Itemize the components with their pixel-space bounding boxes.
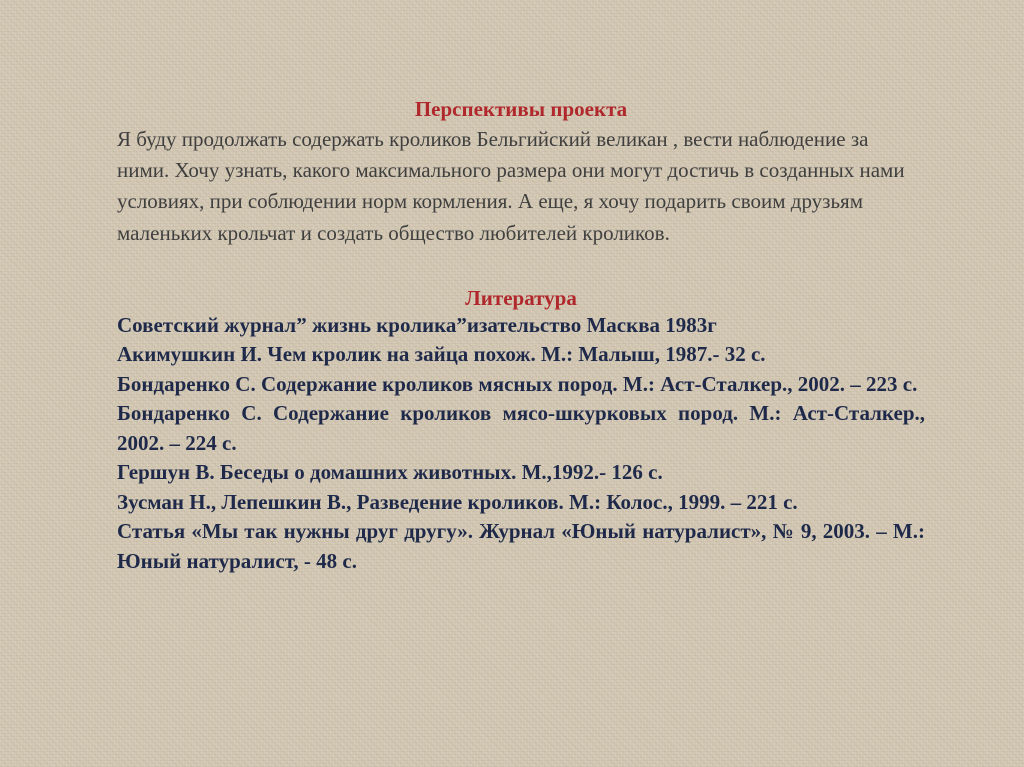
reference-item: Бондаренко С. Содержание кроликов мясных пород. М.: Аст-Сталкер., 2002. – 223 с. (117, 371, 918, 396)
perspectives-paragraph: Я буду продолжать содержать кроликов Бельгийский великан , вести наблюдение за ними. Хочу узнать, какого максимального размера они могут достичь в созданных нами условиях, при соблюдении норм кормления. А еще, я хочу подарить своим друзьям маленьких крольчат и создать общество любителей кроликов. (117, 127, 905, 245)
reference-item: Зусман Н., Лепешкин В., Разведение кроликов. М.: Колос., 1999. – 221 с. (117, 489, 798, 514)
literature-heading: Литература (465, 285, 577, 310)
reference-item: Советский журнал” жизнь кролика”изательство Масква 1983г (117, 312, 717, 337)
reference-item: Акимушкин И. Чем кролик на зайца похож. М.: Малыш, 1987.- 32 с. (117, 342, 766, 367)
reference-item: Статья «Мы так нужны друг другу». Журнал «Юный натуралист», № 9, 2003. – М.: Юный натуралист, - 48 с. (117, 519, 925, 573)
slide-content (117, 95, 925, 576)
perspectives-heading: Перспективы проекта (414, 97, 628, 121)
reference-list (117, 311, 925, 577)
reference-item: Гершун В. Беседы о домашних животных. М.,1992.- 126 с. (117, 460, 663, 485)
reference-item: Бондаренко С. Содержание кроликов мясо-шкурковых пород. М.: Аст-Сталкер., 2002. – 224 с. (117, 401, 925, 455)
